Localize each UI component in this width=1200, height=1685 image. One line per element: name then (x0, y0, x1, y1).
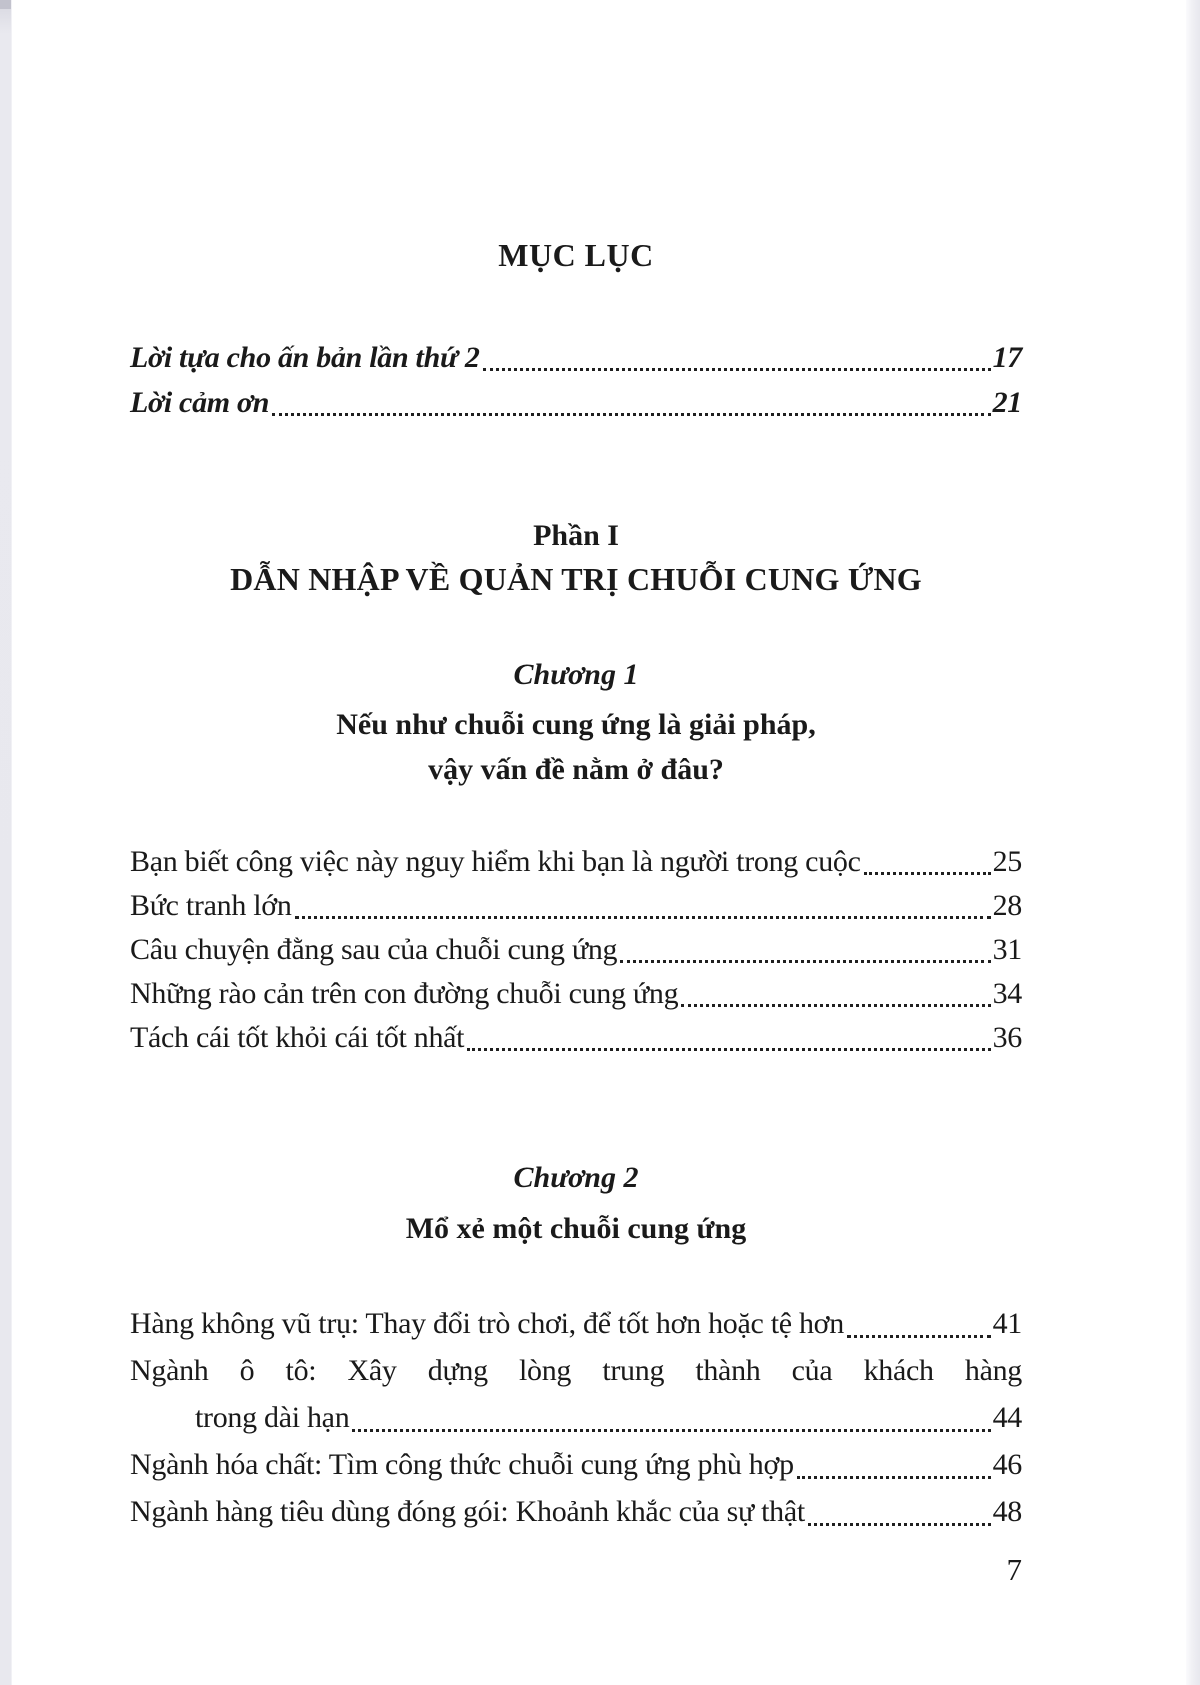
toc-entry (130, 884, 1022, 928)
folio-page-number: 7 (1006, 1552, 1022, 1587)
entry-label: Ngành hóa chất: Tìm công thức chuỗi cung ứng phù hợp (130, 1448, 794, 1481)
scan-corner-mark (0, 0, 11, 9)
entry-page: 46 (992, 1448, 1022, 1481)
entry-label: Hàng không vũ trụ: Thay đổi trò chơi, để tốt hơn hoặc tệ hơn (130, 1307, 844, 1340)
entry-page: 41 (992, 1307, 1022, 1340)
entry-label: Bạn biết công việc này nguy hiểm khi bạn là người trong cuộc (130, 845, 861, 878)
entry-page: 31 (992, 933, 1022, 966)
part-title: DẪN NHẬP VỀ QUẢN TRỊ CHUỖI CUNG ỨNG (230, 561, 922, 597)
part-kicker: Phần I (533, 519, 619, 552)
toc-entry-wrapped-line1: Ngành ô tô: Xây dựng lòng trung thành của khách hàng (130, 1354, 1022, 1387)
toc-entry (130, 840, 1022, 884)
dot-leader (483, 368, 991, 371)
entry-label: Ngành hàng tiêu dùng đóng gói: Khoảnh khắc của sự thật (130, 1495, 805, 1528)
dot-leader (797, 1476, 991, 1479)
dot-leader (847, 1335, 991, 1338)
scan-edge-right (1186, 0, 1200, 1685)
entry-label: Lời tựa cho ấn bản lần thứ 2 (130, 341, 480, 374)
chapter1-entry-list (130, 840, 1022, 1060)
dot-leader (620, 960, 990, 963)
toc-entry (130, 1441, 1022, 1488)
toc-entry (130, 1300, 1022, 1347)
entry-page: 17 (992, 341, 1022, 374)
entry-label: Tách cái tốt khỏi cái tốt nhất (130, 1021, 465, 1054)
toc-entry-preface (130, 335, 1022, 380)
entry-page: 44 (992, 1401, 1022, 1434)
chapter1-title (130, 702, 1022, 792)
entry-label: Câu chuyện đằng sau của chuỗi cung ứng (130, 933, 618, 966)
chapter1-title-line1: Nếu như chuỗi cung ứng là giải pháp, (336, 708, 816, 741)
toc-entry (130, 928, 1022, 972)
toc-entry-wrapped-line2 (130, 1394, 1022, 1441)
dot-leader (467, 1048, 990, 1051)
dot-leader (681, 1004, 990, 1007)
dot-leader (352, 1429, 990, 1432)
toc-entry-acknowledgements (130, 380, 1022, 425)
toc-entry (130, 1016, 1022, 1060)
dot-leader (272, 413, 990, 416)
entry-label: trong dài hạn (195, 1401, 350, 1434)
toc-entry (130, 1488, 1022, 1535)
dot-leader (808, 1523, 991, 1526)
entry-page: 28 (992, 889, 1022, 922)
entry-label: Những rào cản trên con đường chuỗi cung ứng (130, 977, 679, 1010)
scan-edge-left (0, 0, 12, 1685)
entry-label: Bức tranh lớn (130, 889, 292, 922)
front-matter-list (130, 335, 1022, 425)
dot-leader (864, 872, 991, 875)
entry-page: 48 (992, 1495, 1022, 1528)
entry-page: 34 (992, 977, 1022, 1010)
chapter2-kicker: Chương 2 (513, 1161, 639, 1194)
dot-leader (295, 916, 991, 919)
entry-page: 25 (992, 845, 1022, 878)
toc-entry (130, 972, 1022, 1016)
page-title: MỤC LỤC (498, 237, 654, 273)
chapter1-title-line2: vậy vấn đề nằm ở đâu? (428, 753, 724, 786)
entry-page: 21 (992, 386, 1022, 419)
chapter2-title: Mổ xẻ một chuỗi cung ứng (405, 1212, 747, 1245)
entry-label: Lời cảm ơn (130, 386, 270, 419)
chapter2-entry-list (130, 1300, 1022, 1535)
entry-page: 36 (992, 1021, 1022, 1054)
chapter1-kicker: Chương 1 (513, 658, 639, 691)
